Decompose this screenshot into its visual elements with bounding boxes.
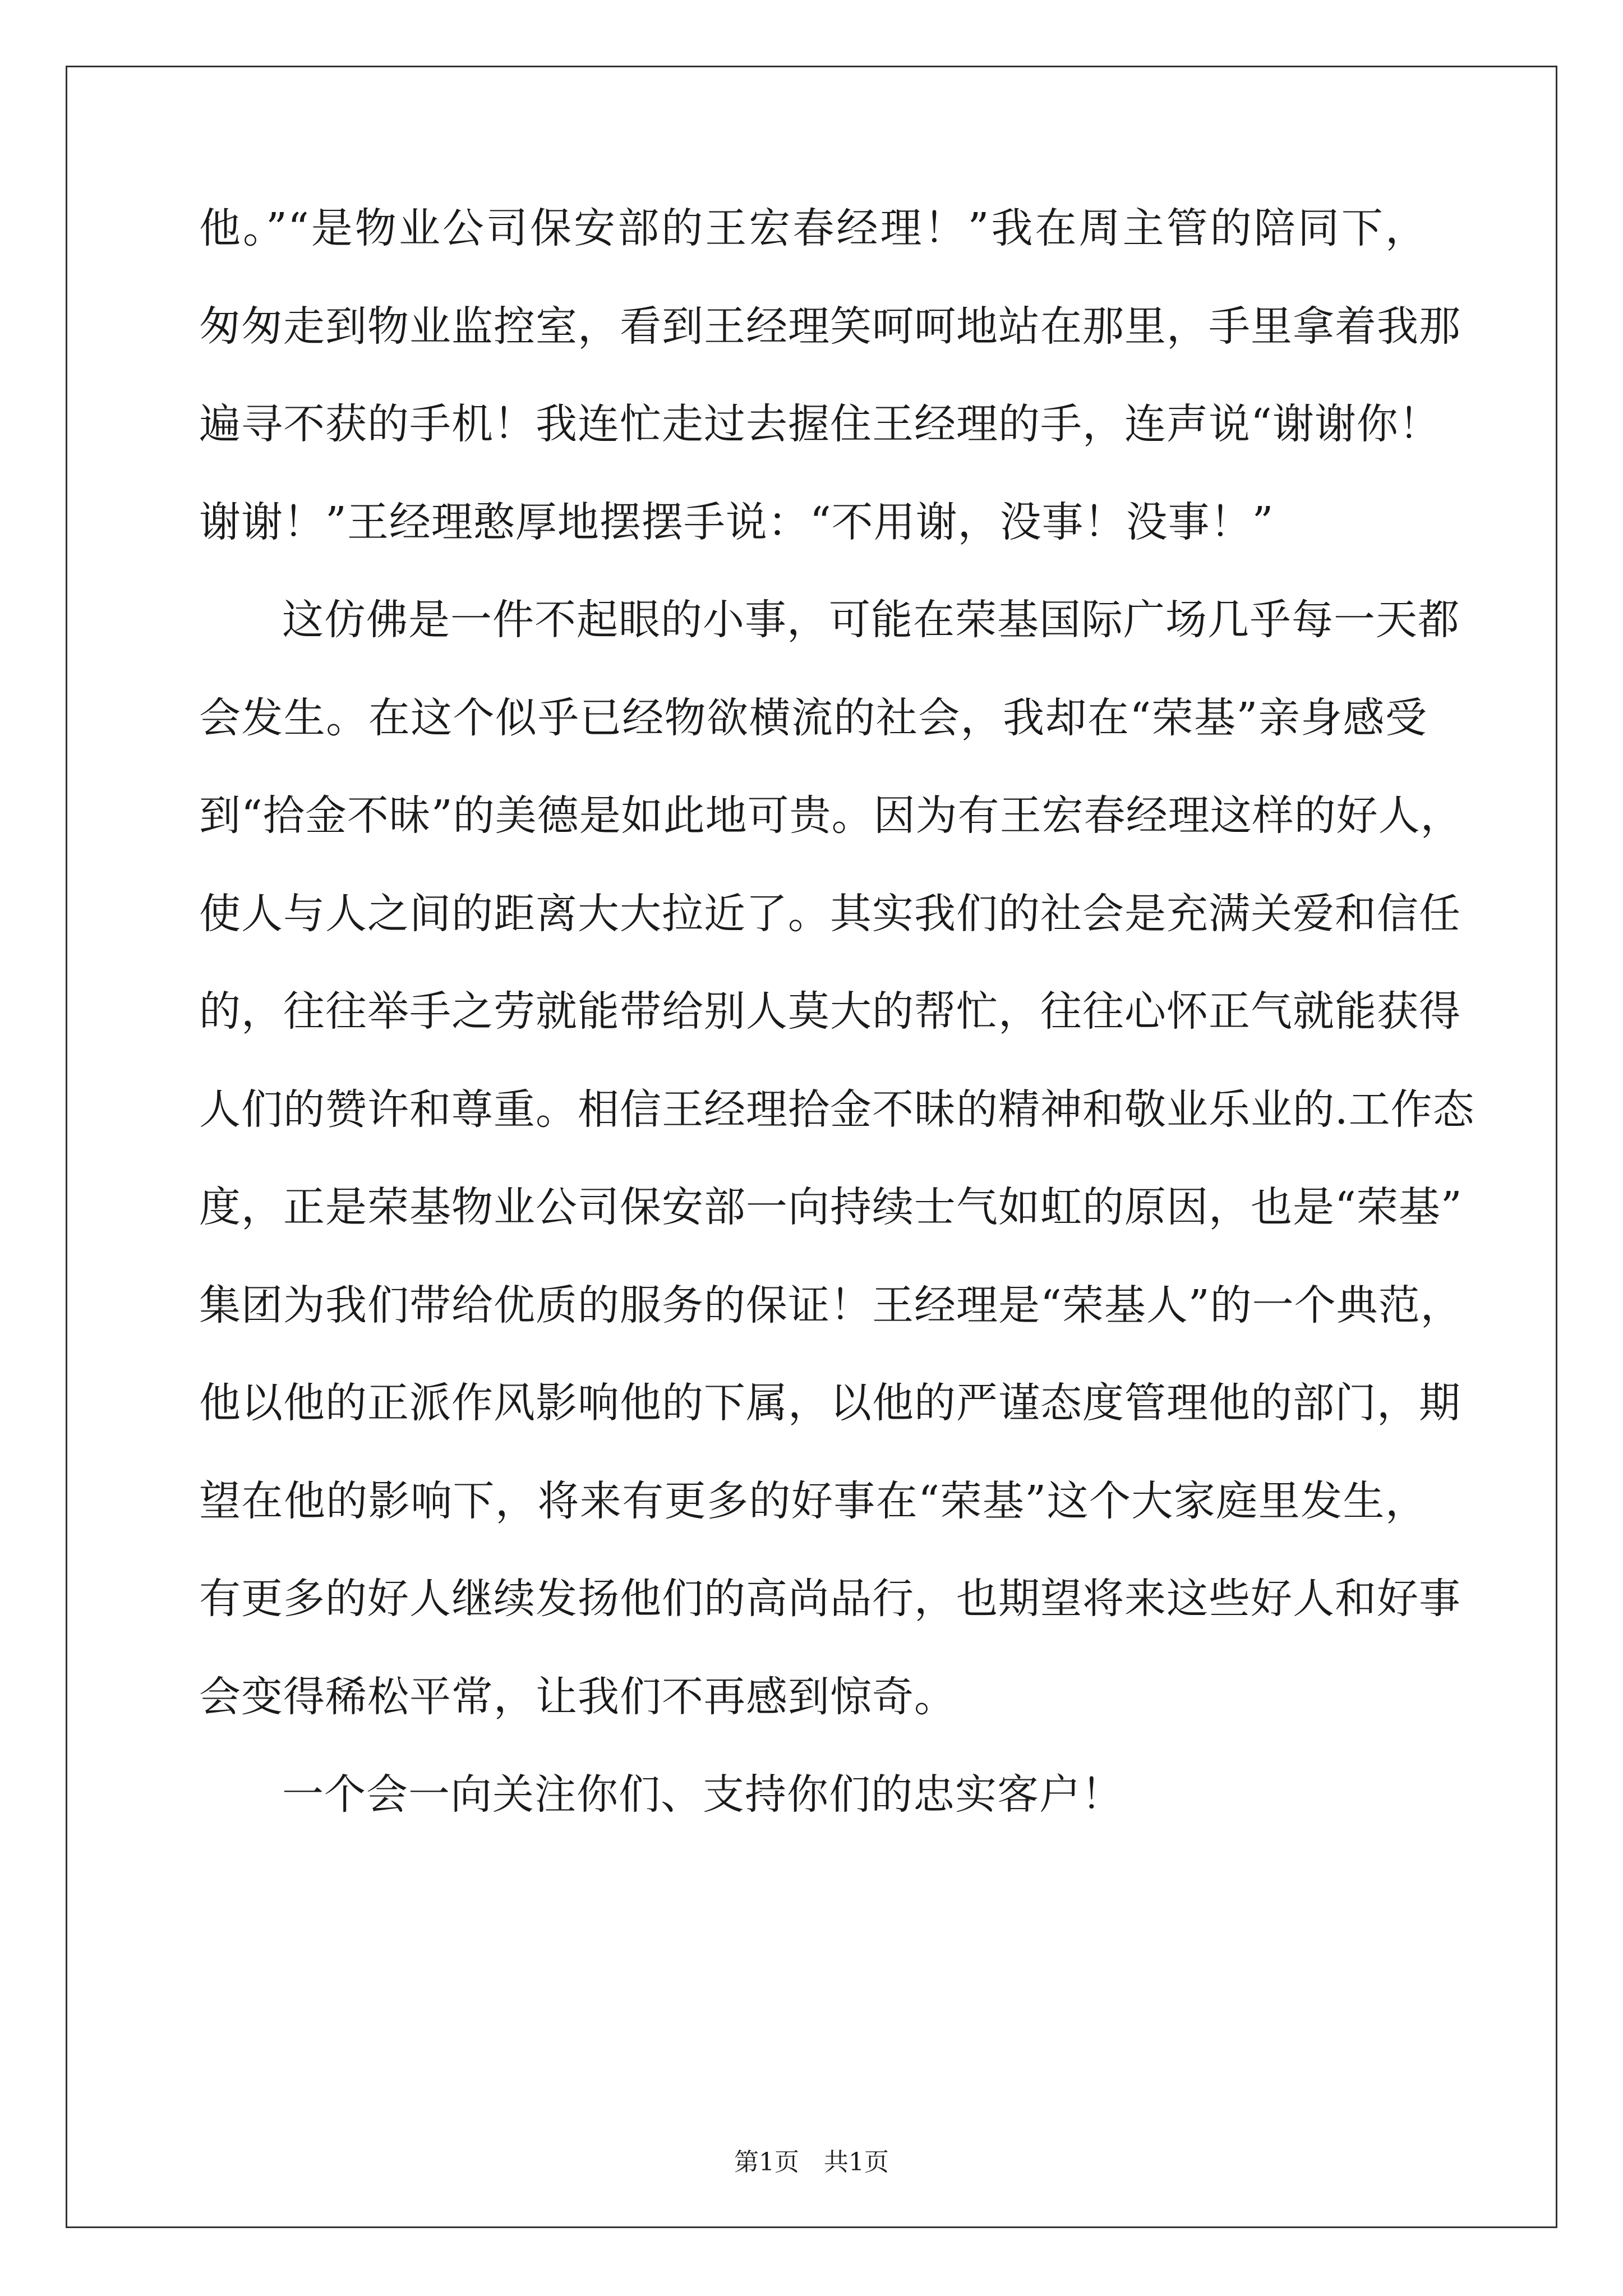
text-line: 这仿佛是一件不起眼的小事，可能在荣基国际广场几乎每一天都 <box>282 596 1460 644</box>
text-line: 会变得稀松平常，让我们不再感到惊奇。 <box>199 1672 956 1721</box>
text-line: 到“拾金不昧”的美德是如此地可贵。因为有王宏春经理这样的好人， <box>199 792 1463 840</box>
text-line: 望在他的影响下，将来有更多的好事在“荣基”这个大家庭里发生， <box>199 1476 1427 1525</box>
text-line: 有更多的好人继续发扬他们的高尚品行，也期望将来这些好人和好事 <box>199 1575 1461 1623</box>
text-line: 匆匆走到物业监控室，看到王经理笑呵呵地站在那里，手里拿着我那 <box>199 302 1461 351</box>
text-line: 他。”“是物业公司保安部的王宏春经理！”我在周主管的陪同下， <box>199 204 1427 252</box>
body-text <box>199 180 1475 1844</box>
text-line: 使人与人之间的距离大大拉近了。其实我们的社会是充满关爱和信任 <box>199 889 1461 938</box>
text-line: 他以他的正派作风影响他的下属，以他的严谨态度管理他的部门，期 <box>199 1379 1461 1427</box>
text-line: 度，正是荣基物业公司保安部一向持续士气如虹的原因，也是“荣基” <box>199 1183 1463 1231</box>
page-number-label: 第1页 共1页 <box>734 2148 889 2177</box>
text-line: 的，往往举手之劳就能带给别人莫大的帮忙，往往心怀正气就能获得 <box>199 987 1461 1036</box>
page-footer <box>0 2146 1623 2179</box>
text-line: 遍寻不获的手机！我连忙走过去握住王经理的手，连声说“谢谢你！ <box>199 400 1441 448</box>
text-line: 集团为我们带给优质的服务的保证！王经理是“荣基人”的一个典范， <box>199 1281 1463 1329</box>
text-line: 一个会一向关注你们、支持你们的忠实客户！ <box>282 1770 1123 1819</box>
text-line: 会发生。在这个似乎已经物欲横流的社会，我却在“荣基”亲身感受 <box>199 693 1427 742</box>
text-line: 谢谢！”王经理憨厚地摆摆手说：“不用谢，没事！没事！” <box>199 498 1274 546</box>
text-line: 人们的赞许和尊重。相信王经理拾金不昧的精神和敬业乐业的.工作态 <box>199 1085 1475 1134</box>
